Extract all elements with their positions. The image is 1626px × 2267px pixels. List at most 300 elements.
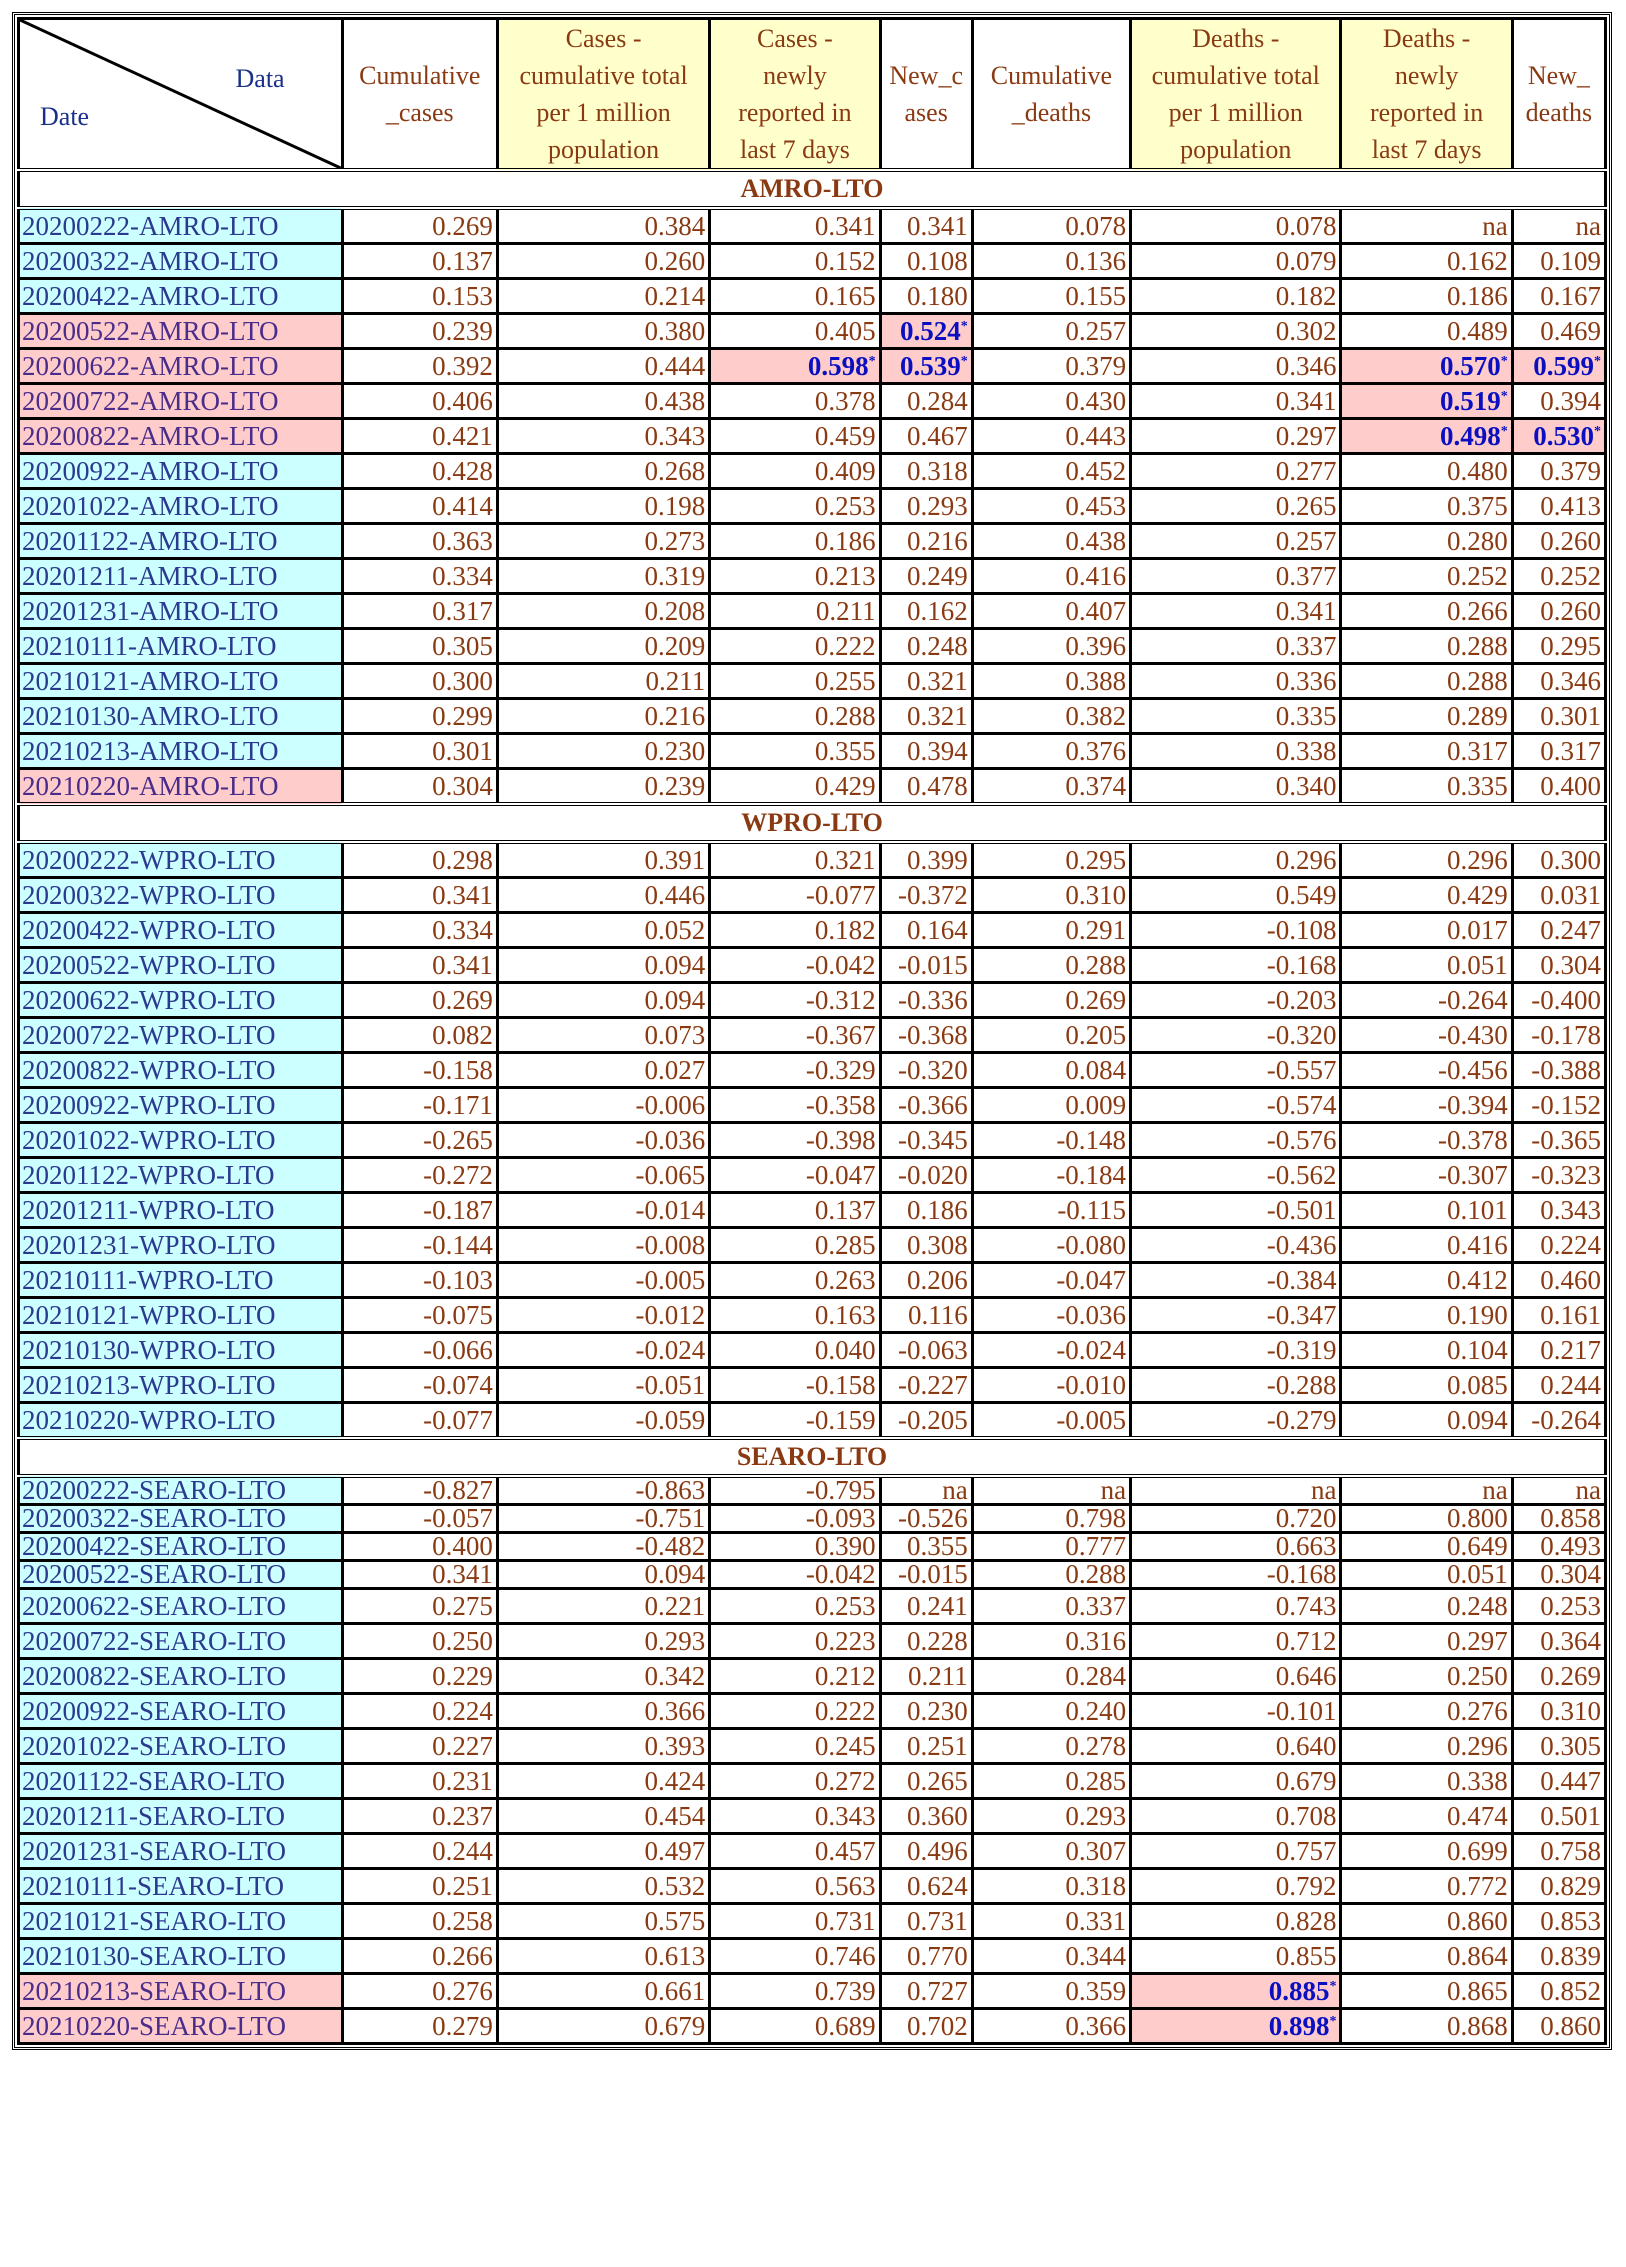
table-row xyxy=(19,1624,1606,1659)
value-text: 0.640 xyxy=(1275,1731,1337,1761)
value-cell xyxy=(342,1505,497,1533)
value-cell xyxy=(710,1403,880,1439)
date-cell: 20200422-SEARO-LTO xyxy=(19,1533,343,1561)
value-cell xyxy=(880,948,972,983)
value-cell xyxy=(1131,1799,1341,1834)
value-cell xyxy=(1512,769,1605,805)
value-cell xyxy=(497,1869,709,1904)
value-cell xyxy=(1341,1561,1512,1589)
value-text: 0.374 xyxy=(1065,771,1127,801)
value-cell xyxy=(1512,1834,1605,1869)
value-text: 0.284 xyxy=(907,386,968,416)
value-cell xyxy=(880,1764,972,1799)
value-text: 0.116 xyxy=(908,1300,968,1330)
value-cell xyxy=(497,208,709,244)
value-cell xyxy=(1341,1333,1512,1368)
value-cell xyxy=(1131,842,1341,878)
value-text: 0.223 xyxy=(814,1626,876,1656)
value-text: -0.279 xyxy=(1266,1405,1337,1435)
value-text: 0.321 xyxy=(907,701,968,731)
value-cell xyxy=(1512,489,1605,524)
value-cell xyxy=(1131,594,1341,629)
value-cell xyxy=(1512,1368,1605,1403)
value-text: -0.368 xyxy=(898,1020,968,1050)
value-cell xyxy=(880,1228,972,1263)
value-cell xyxy=(497,664,709,699)
value-text: 0.224 xyxy=(1540,1230,1601,1260)
value-text: 0.712 xyxy=(1275,1626,1337,1656)
value-text: -0.178 xyxy=(1531,1020,1601,1050)
value-text: 0.613 xyxy=(644,1941,706,1971)
column-header-line: Cases - xyxy=(565,24,642,53)
value-cell xyxy=(710,699,880,734)
value-text: 0.375 xyxy=(1447,491,1508,521)
value-text: 0.457 xyxy=(814,1836,876,1866)
value-text: 0.444 xyxy=(644,351,706,381)
table-row xyxy=(19,769,1606,805)
value-text: -0.307 xyxy=(1438,1160,1508,1190)
value-cell xyxy=(1512,983,1605,1018)
value-cell xyxy=(497,1158,709,1193)
value-cell xyxy=(710,1123,880,1158)
value-cell xyxy=(497,1053,709,1088)
value-text: 0.266 xyxy=(1447,596,1508,626)
value-text: 0.478 xyxy=(907,771,968,801)
value-text: 0.563 xyxy=(814,1871,876,1901)
value-cell xyxy=(972,1088,1130,1123)
table-row xyxy=(19,1018,1606,1053)
value-text: 0.101 xyxy=(1447,1195,1508,1225)
column-header-line: Cumulative xyxy=(990,61,1113,90)
value-text: -0.042 xyxy=(805,1559,876,1589)
value-cell xyxy=(497,1764,709,1799)
value-cell xyxy=(497,1834,709,1869)
value-cell xyxy=(880,734,972,769)
date-cell: 20200222-AMRO-LTO xyxy=(19,208,343,244)
value-text: -0.103 xyxy=(423,1265,493,1295)
value-text: -0.152 xyxy=(1531,1090,1601,1120)
date-cell: 20200522-AMRO-LTO xyxy=(19,314,343,349)
date-cell: 20210213-WPRO-LTO xyxy=(19,1368,343,1403)
value-text: 0.300 xyxy=(432,666,493,696)
value-cell xyxy=(972,1193,1130,1228)
value-text: 0.346 xyxy=(1275,351,1337,381)
value-text: 0.266 xyxy=(432,1941,493,1971)
table-row xyxy=(19,208,1606,244)
value-text: 0.860 xyxy=(1447,1906,1508,1936)
value-text: 0.182 xyxy=(1275,281,1337,311)
value-cell xyxy=(342,1228,497,1263)
value-cell xyxy=(1341,629,1512,664)
value-text: 0.317 xyxy=(1447,736,1508,766)
table-row xyxy=(19,1764,1606,1799)
table-row xyxy=(19,1505,1606,1533)
value-cell xyxy=(1512,1193,1605,1228)
value-cell xyxy=(880,1018,972,1053)
value-text: 0.379 xyxy=(1540,456,1601,486)
value-text: 0.321 xyxy=(907,666,968,696)
value-text: -0.010 xyxy=(1056,1370,1127,1400)
value-cell xyxy=(972,842,1130,878)
column-header-line: reported in xyxy=(738,98,852,127)
value-text: 0.770 xyxy=(907,1941,968,1971)
value-cell xyxy=(880,1904,972,1939)
table-row xyxy=(19,1659,1606,1694)
value-cell xyxy=(342,1193,497,1228)
value-text: 0.414 xyxy=(432,491,493,521)
value-text: 0.186 xyxy=(907,1195,968,1225)
value-text: 0.798 xyxy=(1065,1503,1127,1533)
value-text: 0.828 xyxy=(1275,1906,1337,1936)
table-row xyxy=(19,384,1606,419)
value-cell xyxy=(972,878,1130,913)
table-row xyxy=(19,1476,1606,1505)
value-cell xyxy=(342,1624,497,1659)
value-text: 0.413 xyxy=(1540,491,1601,521)
value-text: -0.144 xyxy=(423,1230,493,1260)
value-cell xyxy=(880,279,972,314)
value-cell xyxy=(1131,1729,1341,1764)
value-text: 0.162 xyxy=(907,596,968,626)
value-text: 0.109 xyxy=(1540,246,1601,276)
value-cell xyxy=(497,1729,709,1764)
value-cell xyxy=(1341,454,1512,489)
value-cell xyxy=(710,1053,880,1088)
column-header-line: newly xyxy=(1394,61,1459,90)
value-cell xyxy=(710,1694,880,1729)
table-row xyxy=(19,842,1606,878)
value-text: -0.367 xyxy=(805,1020,876,1050)
value-text: 0.532 xyxy=(644,1871,706,1901)
table-row xyxy=(19,913,1606,948)
value-cell xyxy=(342,1589,497,1624)
value-cell xyxy=(710,769,880,805)
value-cell xyxy=(1341,524,1512,559)
value-cell xyxy=(497,1589,709,1624)
column-header-line: cumulative total xyxy=(1151,61,1320,90)
value-cell xyxy=(1341,1053,1512,1088)
value-cell xyxy=(1512,913,1605,948)
value-cell xyxy=(972,1298,1130,1333)
value-text: -0.501 xyxy=(1266,1195,1337,1225)
value-text: 0.250 xyxy=(432,1626,493,1656)
value-cell xyxy=(972,524,1130,559)
date-cell: 20201231-AMRO-LTO xyxy=(19,594,343,629)
value-cell xyxy=(1131,349,1341,384)
value-text: 0.480 xyxy=(1447,456,1508,486)
value-text: 0.679 xyxy=(1275,1766,1337,1796)
value-cell xyxy=(1512,244,1605,279)
value-cell xyxy=(1512,559,1605,594)
value-text: 0.164 xyxy=(907,915,968,945)
value-cell xyxy=(710,913,880,948)
value-cell xyxy=(1131,1368,1341,1403)
significance-asterisk-icon: * xyxy=(960,354,968,369)
value-cell xyxy=(710,208,880,244)
value-cell xyxy=(1341,1694,1512,1729)
value-cell xyxy=(710,1561,880,1589)
value-cell xyxy=(497,349,709,384)
header-row xyxy=(19,19,1606,171)
value-cell xyxy=(880,878,972,913)
value-text: -0.006 xyxy=(635,1090,706,1120)
value-text: 0.297 xyxy=(1447,1626,1508,1656)
value-text: 0.731 xyxy=(907,1906,968,1936)
value-cell xyxy=(1131,1659,1341,1694)
date-cell: 20201211-WPRO-LTO xyxy=(19,1193,343,1228)
date-cell: 20201022-AMRO-LTO xyxy=(19,489,343,524)
date-cell: 20200322-WPRO-LTO xyxy=(19,878,343,913)
value-text: 0.378 xyxy=(814,386,876,416)
value-text: 0.496 xyxy=(907,1836,968,1866)
value-text: 0.216 xyxy=(907,526,968,556)
value-cell xyxy=(342,1158,497,1193)
value-cell xyxy=(342,1053,497,1088)
value-cell xyxy=(972,1403,1130,1439)
value-cell xyxy=(497,279,709,314)
value-text: 0.302 xyxy=(1275,316,1337,346)
date-cell: 20200622-AMRO-LTO xyxy=(19,349,343,384)
table-row xyxy=(19,1088,1606,1123)
table-row xyxy=(19,349,1606,384)
date-cell: 20201211-AMRO-LTO xyxy=(19,559,343,594)
value-cell xyxy=(497,524,709,559)
value-text: 0.304 xyxy=(1540,950,1601,980)
value-cell xyxy=(1512,1533,1605,1561)
value-cell xyxy=(342,629,497,664)
value-cell xyxy=(710,1193,880,1228)
value-cell xyxy=(972,913,1130,948)
value-text: -0.015 xyxy=(898,950,968,980)
value-cell xyxy=(1512,1403,1605,1439)
value-cell xyxy=(342,1368,497,1403)
column-header-line: newly xyxy=(763,61,827,90)
value-text: 0.276 xyxy=(1447,1696,1508,1726)
value-text: 0.460 xyxy=(1540,1265,1601,1295)
value-text: -0.115 xyxy=(1057,1195,1127,1225)
value-cell xyxy=(342,1729,497,1764)
column-header xyxy=(1131,19,1341,171)
value-cell xyxy=(1341,1298,1512,1333)
value-text: 0.317 xyxy=(1540,736,1601,766)
value-cell xyxy=(972,734,1130,769)
value-text: 0.346 xyxy=(1540,666,1601,696)
value-cell xyxy=(710,1263,880,1298)
value-text: 0.428 xyxy=(432,456,493,486)
value-text: -0.430 xyxy=(1438,1020,1508,1050)
date-cell: 20201231-SEARO-LTO xyxy=(19,1834,343,1869)
value-text: 0.424 xyxy=(644,1766,706,1796)
value-text: 0.078 xyxy=(1065,211,1127,241)
correlation-table xyxy=(17,17,1607,2045)
date-cell: 20210111-AMRO-LTO xyxy=(19,629,343,664)
value-text: 0.860 xyxy=(1540,2011,1601,2041)
value-cell xyxy=(342,1974,497,2009)
value-text: 0.310 xyxy=(1540,1696,1601,1726)
value-text: 0.493 xyxy=(1540,1531,1601,1561)
value-text: 0.391 xyxy=(644,845,706,875)
table-row xyxy=(19,983,1606,1018)
value-cell xyxy=(1131,1764,1341,1799)
value-text: 0.498 xyxy=(1440,421,1501,451)
value-cell xyxy=(342,842,497,878)
value-cell xyxy=(1131,1263,1341,1298)
value-cell xyxy=(880,244,972,279)
table-row xyxy=(19,1869,1606,1904)
value-text: 0.341 xyxy=(432,950,493,980)
value-text: 0.239 xyxy=(432,316,493,346)
value-cell xyxy=(710,664,880,699)
value-cell xyxy=(1131,1694,1341,1729)
value-text: 0.094 xyxy=(1447,1405,1508,1435)
value-text: 0.241 xyxy=(907,1591,968,1621)
value-cell xyxy=(497,559,709,594)
value-cell xyxy=(972,769,1130,805)
value-text: 0.336 xyxy=(1275,666,1337,696)
date-cell: 20200722-AMRO-LTO xyxy=(19,384,343,419)
date-cell: 20210220-WPRO-LTO xyxy=(19,1403,343,1439)
value-text: 0.898 xyxy=(1268,2011,1330,2041)
value-text: 0.269 xyxy=(432,211,493,241)
value-text: 0.085 xyxy=(1447,1370,1508,1400)
value-cell xyxy=(710,1158,880,1193)
value-text: 0.224 xyxy=(432,1696,493,1726)
value-cell xyxy=(1341,1589,1512,1624)
value-text: 0.318 xyxy=(907,456,968,486)
value-text: -0.205 xyxy=(898,1405,968,1435)
value-cell xyxy=(1341,1088,1512,1123)
value-cell xyxy=(1341,208,1512,244)
value-cell xyxy=(1341,1228,1512,1263)
value-text: -0.827 xyxy=(423,1475,493,1505)
value-cell xyxy=(342,1018,497,1053)
value-cell xyxy=(710,878,880,913)
value-cell xyxy=(710,454,880,489)
value-text: -0.108 xyxy=(1266,915,1337,945)
value-text: 0.288 xyxy=(1447,666,1508,696)
value-text: 0.409 xyxy=(814,456,876,486)
value-cell xyxy=(972,1904,1130,1939)
value-cell xyxy=(1341,1764,1512,1799)
value-cell xyxy=(972,664,1130,699)
value-text: 0.279 xyxy=(432,2011,493,2041)
value-text: 0.275 xyxy=(432,1591,493,1621)
value-cell xyxy=(880,1659,972,1694)
value-cell xyxy=(497,1505,709,1533)
value-text: -0.751 xyxy=(635,1503,706,1533)
value-text: -0.012 xyxy=(635,1300,706,1330)
value-cell xyxy=(880,769,972,805)
value-text: 0.265 xyxy=(907,1766,968,1796)
value-cell xyxy=(972,279,1130,314)
value-cell xyxy=(342,208,497,244)
value-text: 0.624 xyxy=(907,1871,968,1901)
value-cell xyxy=(1341,2009,1512,2044)
value-text: 0.459 xyxy=(814,421,876,451)
value-cell xyxy=(1131,1589,1341,1624)
value-cell xyxy=(1341,594,1512,629)
value-cell xyxy=(1512,1799,1605,1834)
value-text: 0.222 xyxy=(814,631,876,661)
value-cell xyxy=(342,1834,497,1869)
value-cell xyxy=(1131,1018,1341,1053)
value-text: 0.253 xyxy=(1540,1591,1601,1621)
value-text: -0.184 xyxy=(1056,1160,1127,1190)
value-cell xyxy=(497,1298,709,1333)
value-text: 0.679 xyxy=(644,2011,706,2041)
value-cell xyxy=(497,419,709,454)
table-row xyxy=(19,279,1606,314)
value-text: -0.372 xyxy=(898,880,968,910)
value-cell xyxy=(1341,878,1512,913)
value-text: -0.014 xyxy=(635,1195,706,1225)
value-cell xyxy=(710,384,880,419)
value-cell xyxy=(497,948,709,983)
value-cell xyxy=(710,2009,880,2044)
value-cell xyxy=(1512,1228,1605,1263)
value-cell xyxy=(1341,1368,1512,1403)
table-row xyxy=(19,629,1606,664)
value-text: na xyxy=(1575,1475,1601,1505)
table-row xyxy=(19,1589,1606,1624)
value-text: -0.020 xyxy=(898,1160,968,1190)
value-cell xyxy=(1341,1974,1512,2009)
value-text: 0.338 xyxy=(1275,736,1337,766)
value-cell xyxy=(1512,1694,1605,1729)
value-cell xyxy=(1131,913,1341,948)
value-text: 0.416 xyxy=(1447,1230,1508,1260)
value-cell xyxy=(1131,699,1341,734)
value-cell xyxy=(1131,878,1341,913)
value-text: 0.305 xyxy=(1540,1731,1601,1761)
value-cell xyxy=(497,594,709,629)
significance-asterisk-icon: * xyxy=(960,319,968,334)
value-cell xyxy=(497,1333,709,1368)
value-cell xyxy=(972,1624,1130,1659)
value-text: 0.245 xyxy=(814,1731,876,1761)
value-cell xyxy=(1341,279,1512,314)
value-text: -0.015 xyxy=(898,1559,968,1589)
value-text: 0.285 xyxy=(1065,1766,1127,1796)
value-cell xyxy=(1512,1904,1605,1939)
value-cell xyxy=(1131,1053,1341,1088)
value-text: -0.093 xyxy=(805,1503,876,1533)
date-cell: 20200222-SEARO-LTO xyxy=(19,1476,343,1505)
table-row xyxy=(19,1939,1606,1974)
value-text: -0.168 xyxy=(1266,1559,1337,1589)
significant-value-cell xyxy=(710,349,880,384)
value-cell xyxy=(972,1834,1130,1869)
value-text: -0.265 xyxy=(423,1125,493,1155)
value-text: 0.364 xyxy=(1540,1626,1601,1656)
value-text: 0.599 xyxy=(1533,351,1594,381)
value-text: -0.080 xyxy=(1056,1230,1127,1260)
value-text: 0.382 xyxy=(1065,701,1127,731)
value-cell xyxy=(972,349,1130,384)
value-cell xyxy=(1512,1158,1605,1193)
table-row xyxy=(19,1333,1606,1368)
value-text: 0.257 xyxy=(1275,526,1337,556)
column-header xyxy=(342,19,497,171)
value-text: -0.320 xyxy=(898,1055,968,1085)
value-cell xyxy=(1341,1505,1512,1533)
value-cell xyxy=(342,1659,497,1694)
date-cell: 20210213-AMRO-LTO xyxy=(19,734,343,769)
value-text: 0.430 xyxy=(1065,386,1127,416)
value-text: 0.341 xyxy=(1275,596,1337,626)
value-cell xyxy=(972,1561,1130,1589)
value-text: 0.216 xyxy=(644,701,706,731)
